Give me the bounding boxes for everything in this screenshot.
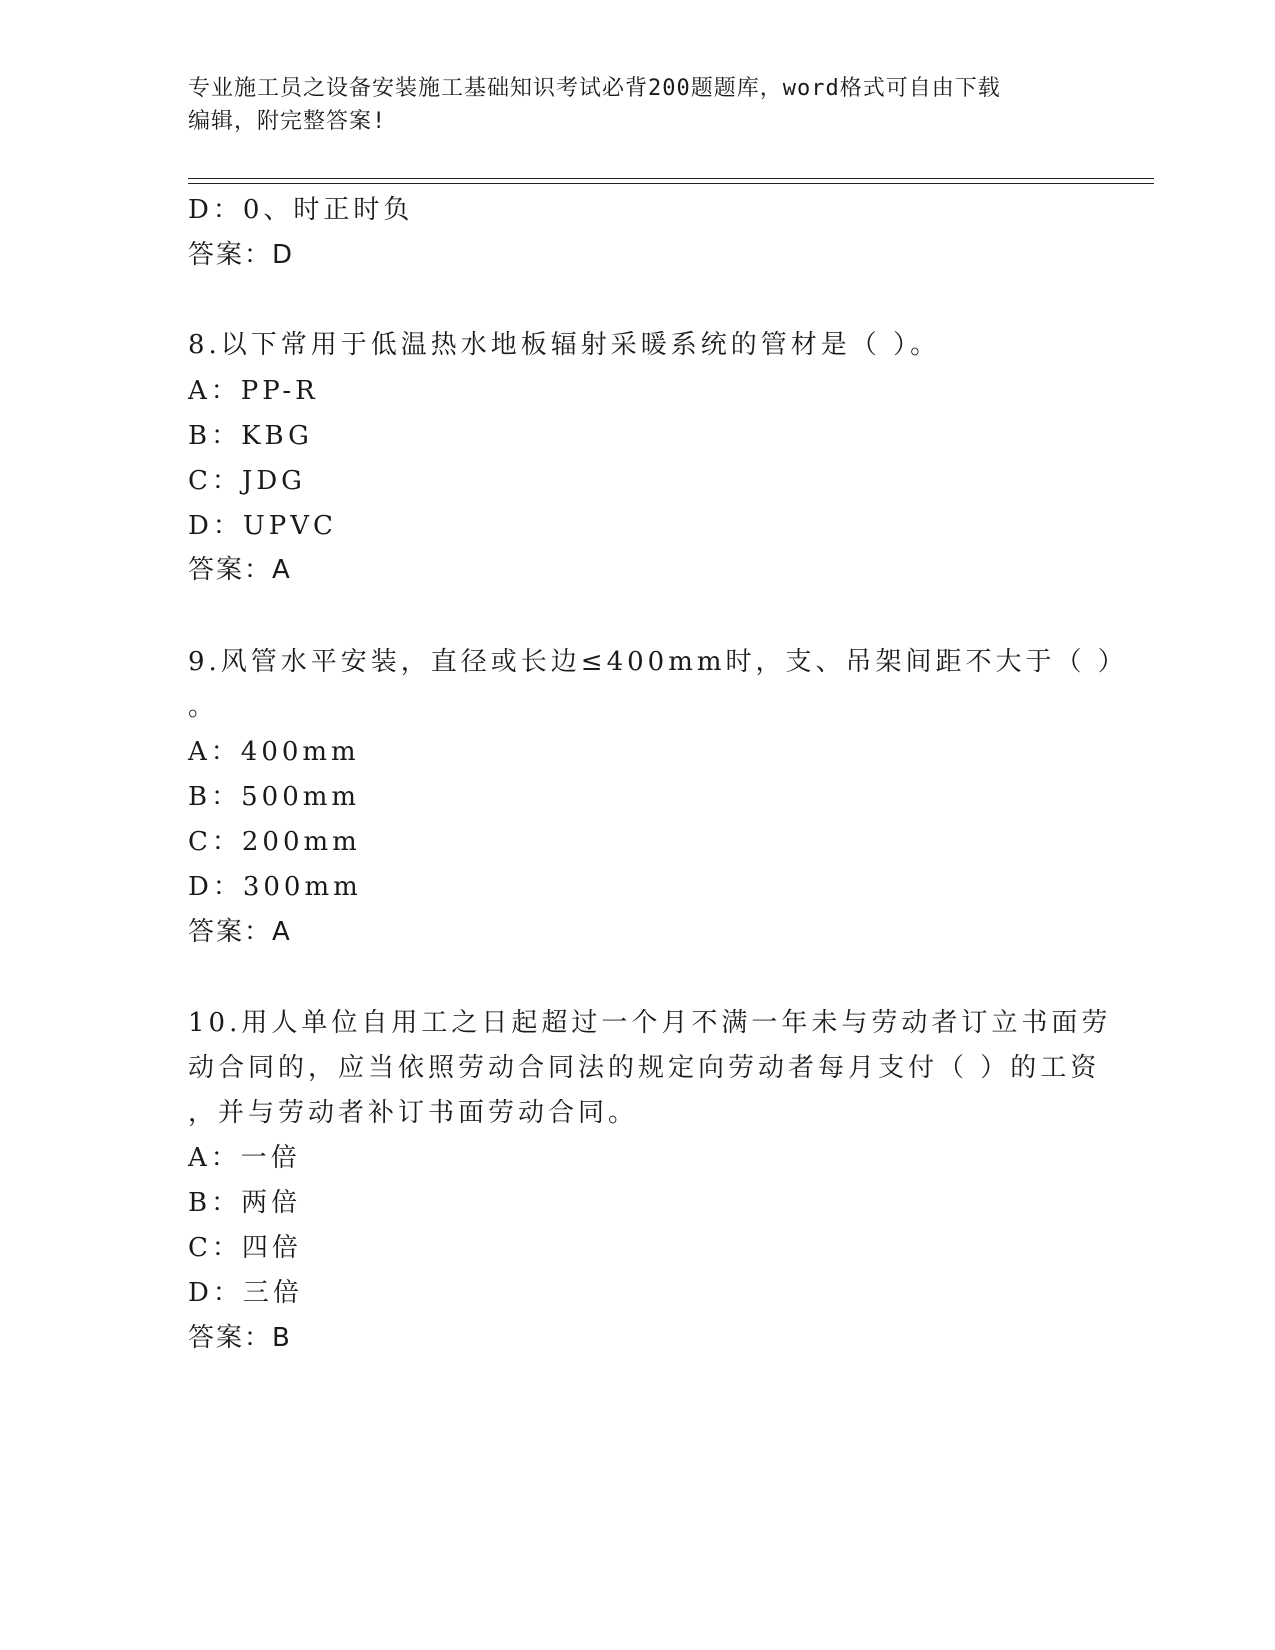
q9-stem-line-2: 。 [188, 692, 219, 722]
document-header [188, 72, 1088, 138]
q8-stem: 8.以下常用于低温热水地板辐射采暖系统的管材是（ ）。 [188, 330, 941, 360]
q10-stem-line-3: ，并与劳动者补订书面劳动合同。 [188, 1098, 639, 1128]
header-divider-top [188, 178, 1154, 179]
q10-answer: 答案：B [188, 1323, 292, 1353]
header-line-1: 专业施工员之设备安装施工基础知识考试必背200题题库，word格式可自由下载 [188, 76, 1001, 101]
q8-option-c: C：JDG [188, 466, 306, 496]
header-divider-bottom [188, 183, 1154, 184]
header-line-2: 编辑，附完整答案! [188, 109, 387, 134]
q9-answer: 答案：A [188, 917, 292, 947]
q9-option-d: D：300mm [188, 872, 362, 902]
prev-option-d: D：0、时正时负 [188, 195, 414, 225]
q10-option-a: A：一倍 [188, 1143, 301, 1173]
q8-answer: 答案：A [188, 555, 292, 585]
q8-option-d: D：UPVC [188, 511, 337, 541]
q10-option-c: C：四倍 [188, 1233, 302, 1263]
q9-stem-line-1: 9.风管水平安装，直径或长边≤400mm时，支、吊架间距不大于（ ） [188, 647, 1128, 677]
q9-option-b: B：500mm [188, 782, 361, 812]
q10-stem-line-2: 动合同的，应当依照劳动合同法的规定向劳动者每月支付（ ）的工资 [188, 1053, 1101, 1083]
q10-option-d: D：三倍 [188, 1278, 303, 1308]
q10-stem-line-1: 10.用人单位自用工之日起超过一个月不满一年未与劳动者订立书面劳 [188, 1008, 1112, 1038]
q8-option-a: A：PP-R [188, 376, 319, 406]
prev-answer: 答案：D [188, 240, 295, 270]
q9-option-c: C：200mm [188, 827, 361, 857]
q10-option-b: B：两倍 [188, 1188, 302, 1218]
q8-option-b: B：KBG [188, 421, 313, 451]
q9-option-a: A：400mm [188, 737, 360, 767]
